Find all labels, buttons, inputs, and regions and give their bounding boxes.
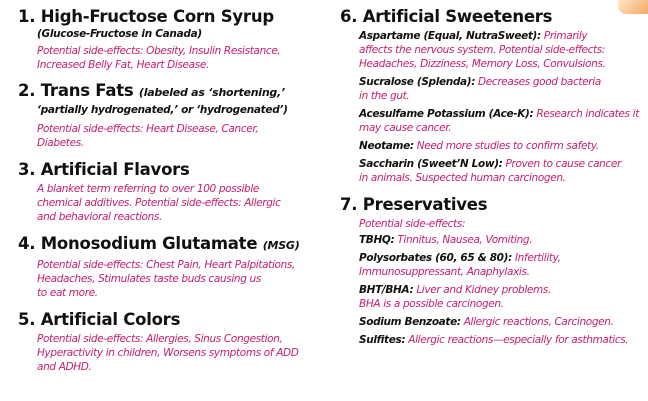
section-artificial-sweeteners: [340, 6, 640, 185]
right-column: [340, 6, 640, 347]
entry-polysorbates: Polysorbates (60, 65 & 80): Infertility, Immunosuppressant, Anaphylaxis.: [359, 252, 561, 278]
section-artificial-colors: [18, 309, 318, 374]
section-msg: [18, 233, 318, 300]
left-column: [18, 6, 318, 374]
section-note: ‘partially hydrogenated,’ or ‘hydrogenated’): [37, 104, 288, 116]
entry-bht-bha: BHT/BHA: Liver and Kidney problems. BHA is a possible carcinogen.: [359, 284, 552, 310]
section-title: 3. Artificial Flavors: [18, 160, 190, 179]
entry-tbhq: TBHQ: Tinnitus, Nausea, Vomiting.: [359, 234, 533, 246]
entry-sodium-benzoate: Sodium Benzoate: Allergic reactions, Carcinogen.: [359, 316, 614, 328]
section-trans-fats: [18, 80, 318, 150]
entry-neotame: Neotame: Need more studies to confirm safety.: [359, 140, 599, 152]
entry-acesulfame: Acesulfame Potassium (Ace-K): Research indicates it may cause cancer.: [359, 108, 639, 134]
section-title: 1. High-Fructose Corn Syrup: [18, 7, 274, 26]
section-title: 4. Monosodium Glutamate (MSG): [18, 234, 300, 253]
section-hfcs: [18, 6, 318, 72]
entry-sucralose: Sucralose (Splenda): Decreases good bacteria in the gut.: [359, 76, 601, 102]
section-artificial-flavors: [18, 159, 318, 224]
section-title: 7. Preservatives: [340, 195, 488, 214]
section-title: 6. Artificial Sweeteners: [340, 7, 553, 26]
section-subtitle: (Glucose-Fructose in Canada): [37, 28, 202, 40]
section-body: Potential side-effects: Allergies, Sinus Congestion, Hyperactivity in children, Worsens symptoms of ADD and ADHD.: [37, 333, 299, 373]
entry-saccharin: Saccharin (Sweet’N Low): Proven to cause cancer in animals. Suspected human carcinogen.: [359, 158, 621, 184]
section-preservatives: [340, 194, 640, 347]
section-body: Potential side-effects: Obesity, Insulin Resistance, Increased Belly Fat, Heart Disease.: [37, 45, 281, 71]
section-body: Potential side-effects: Chest Pain, Heart Palpitations, Headaches, Stimulates taste buds causing us to eat more.: [37, 259, 295, 299]
entry-sulfites: Sulfites: Allergic reactions—especially for asthmatics.: [359, 334, 629, 346]
section-title: 2. Trans Fats (labeled as ‘shortening,’: [18, 81, 285, 100]
section-body: Potential side-effects: Heart Disease, Cancer, Diabetes.: [37, 123, 259, 149]
section-body: A blanket term referring to over 100 possible chemical additives. Potential side-effects: Allergic and behavioral reactions.: [37, 183, 281, 223]
section-title: 5. Artificial Colors: [18, 310, 181, 329]
section-intro: Potential side-effects:: [359, 218, 466, 230]
entry-aspartame: Aspartame (Equal, NutraSweet): Primarily affects the nervous system. Potential side-effects: Headaches, Dizziness, Memory Loss, Convulsions.: [359, 30, 606, 70]
